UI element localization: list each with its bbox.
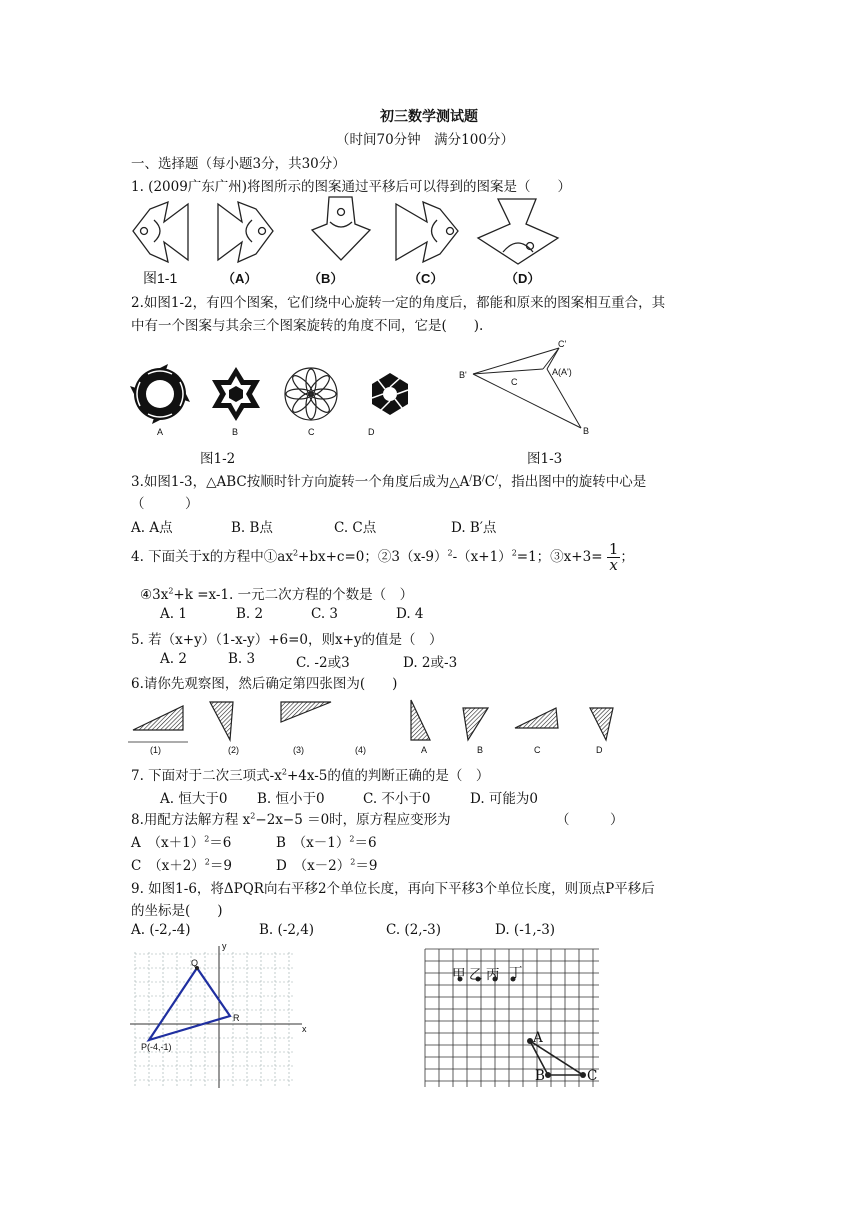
- q7-option-a: A. 恒大于0: [160, 791, 228, 807]
- q1-label-c: （C）: [408, 271, 444, 286]
- q1-label-d: （D）: [505, 271, 541, 286]
- q4-option-a: A. 1: [160, 606, 187, 622]
- question-3-line1: 3.如图1-3，△ABC按顺时针方向旋转一个角度后成为△A/B/C/，指出图中的旋转中心是: [131, 473, 647, 490]
- q8-option-b: B $(x-1)^2=6$: [276, 834, 377, 851]
- q6-label-4: (4): [355, 745, 366, 755]
- q9-coordinate-graph: [130, 944, 310, 1092]
- pattern-c-icon: [285, 368, 337, 420]
- grid-label-c: C: [587, 1068, 598, 1084]
- graph-label-q: Q: [191, 958, 199, 968]
- q7-option-c: C. 不小于0: [363, 791, 431, 807]
- graph-label-r: R: [233, 1013, 240, 1023]
- grid-label-yi: 乙: [469, 967, 483, 983]
- q6-label-3: (3): [293, 745, 304, 755]
- grid-label-ding: 丁: [509, 965, 523, 981]
- fig13-label-c: C: [511, 377, 518, 387]
- fig13-label-b: B: [583, 426, 590, 436]
- grid-label-bing: 丙: [486, 967, 500, 983]
- q8-blank: （ ）: [556, 812, 624, 828]
- q1-label-b: （B）: [308, 271, 344, 286]
- q3-option-c: C. C点: [334, 520, 377, 536]
- question-3-line2: （ ）: [131, 496, 199, 512]
- question-6-text: 6.请你先观察图，然后确定第四张图为( ): [131, 676, 398, 692]
- q2-letter-b: B: [232, 427, 239, 437]
- q6-label-b: B: [477, 745, 484, 755]
- q9-option-a: A. (-2,-4): [131, 922, 191, 938]
- q5-option-b: B. 3: [228, 651, 256, 667]
- fig13-label-cprime: C': [558, 339, 567, 349]
- graph-label-x: x: [302, 1024, 307, 1034]
- q5-option-d: D. 2或-3: [403, 655, 458, 671]
- q3-option-a: A. A点: [131, 520, 173, 536]
- q2-letter-a: A: [157, 427, 164, 437]
- q4-option-b: B. 2: [236, 606, 264, 622]
- q6-label-1: (1): [150, 745, 161, 755]
- q6-label-c: C: [534, 745, 541, 755]
- q3-option-b: B. B点: [231, 520, 273, 536]
- q5-option-c: C. -2或3: [296, 655, 350, 671]
- q4-fraction: $\frac{1}{x}$: [608, 540, 619, 574]
- question-2-line1: 2.如图1-2，有四个图案，它们绕中心旋转一定的角度后，都能和原来的图案相互重合，其: [131, 295, 666, 311]
- q2-letter-d: D: [368, 427, 375, 437]
- q3-option-d: D. B′点: [451, 520, 497, 536]
- q4-option-c: C. 3: [311, 606, 339, 622]
- page-title: 初三数学测试题: [380, 108, 478, 124]
- q8-option-c: C $(x+2)^2=9$: [131, 857, 232, 874]
- fig-caption-1-3: 图1-3: [527, 451, 563, 467]
- pattern-d-icon: [372, 373, 408, 415]
- q2-patterns: [128, 362, 418, 437]
- q4-option-d: D. 4: [396, 606, 424, 622]
- question-2-line2: 中有一个图案与其余三个图案旋转的角度不同，它是( ).: [131, 318, 484, 334]
- pattern-a-icon: [130, 364, 190, 424]
- q1-label-a: （A）: [222, 271, 258, 286]
- question-7-text: 7. 下面对于二次三项式$-x^2+4x-5$的值的判断正确的是（ ）: [131, 767, 490, 784]
- graph-label-y: y: [222, 941, 227, 951]
- question-8-text: 8.用配方法解方程 $x^2-2x-5 =0$时，原方程应变形为: [131, 811, 451, 828]
- q9-option-b: B. (-2,4): [259, 922, 315, 938]
- question-9-line2: 的坐标是( ): [131, 903, 223, 919]
- question-4-line2: $④3x^2+k =x-1$. 一元二次方程的个数是（ ）: [140, 586, 414, 603]
- grid-label-a: A: [533, 1030, 543, 1046]
- q9-option-d: D. (-1,-3): [495, 922, 556, 938]
- q2-figure-1-3: [455, 336, 605, 436]
- fig13-label-bprime: B': [459, 370, 467, 380]
- grid-label-jia: 甲: [452, 967, 466, 983]
- q8-option-a: A $(x+1)^2=6$: [131, 834, 232, 851]
- question-4-line1: 4. 下面关于x的方程中$①ax^2+bx+c=0$；$②3(x-9)^2-(x+1)^2=1$；③x+3= $\frac{1}{x}$ ；: [131, 540, 634, 574]
- fig13-label-a: A(A'): [552, 367, 572, 377]
- q6-label-a: A: [421, 745, 428, 755]
- page-subtitle: （时间70分钟 满分100分）: [336, 132, 514, 148]
- question-9-line1: 9. 如图1-6，将ΔPQR向右平移2个单位长度，再向下平移3个单位长度，则顶点P平移后: [131, 881, 655, 897]
- q6-label-2: (2): [228, 745, 239, 755]
- q2-letter-c: C: [308, 427, 315, 437]
- section-heading: 一、选择题（每小题3分，共30分）: [131, 156, 346, 172]
- q1-figure: [128, 194, 568, 286]
- q9-option-c: C. (2,-3): [386, 922, 441, 938]
- q5-option-a: A. 2: [160, 651, 187, 667]
- q8-option-d: D $(x-2)^2=9$: [276, 857, 378, 874]
- q1-label-fig: 图1-1: [143, 270, 178, 286]
- grid-label-b: B: [535, 1068, 545, 1084]
- q6-label-d: D: [596, 745, 603, 755]
- q7-option-d: D. 可能为0: [470, 791, 539, 807]
- q7-option-b: B. 恒小于0: [257, 791, 325, 807]
- fig-caption-1-2: 图1-2: [200, 451, 236, 467]
- question-1-text: 1. (2009广东广州)将图所示的图案通过平移后可以得到的图案是（ ）: [131, 179, 572, 195]
- question-5-text: 5. 若（x+y）（1-x-y）+6=0，则x+y的值是（ ）: [131, 632, 443, 648]
- graph-label-p: P(-4,-1): [141, 1042, 172, 1052]
- pattern-b-icon: [212, 367, 260, 421]
- q6-figure: [128, 694, 628, 746]
